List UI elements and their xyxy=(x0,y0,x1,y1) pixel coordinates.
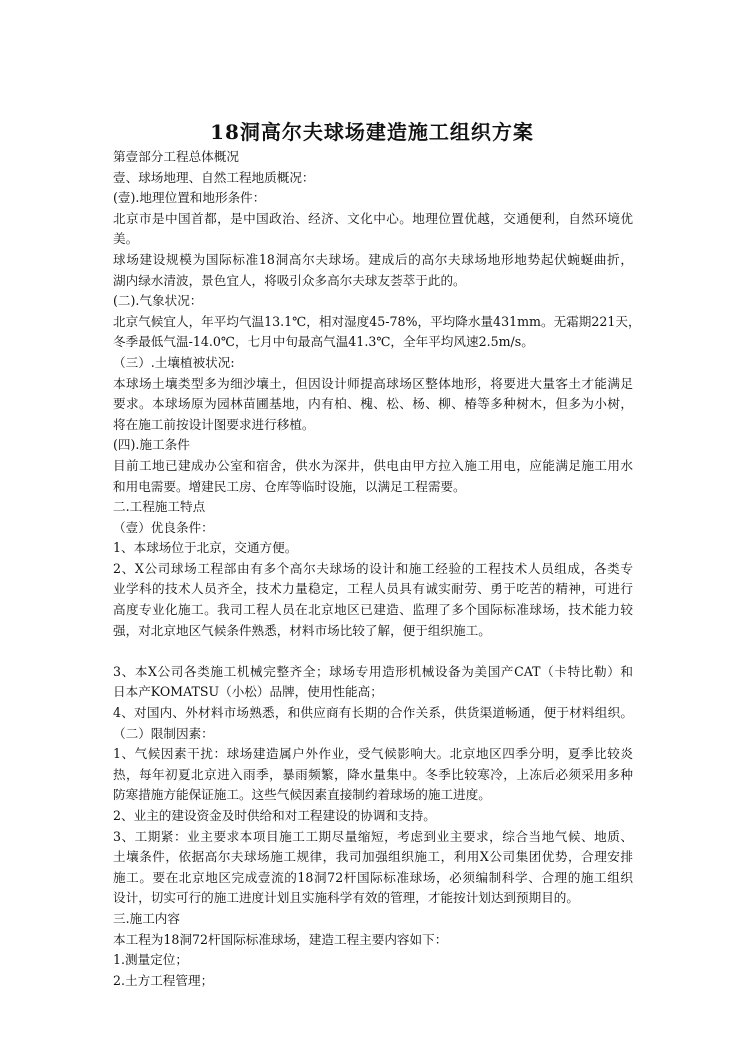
text-line: 北京气候宜人，年平均气温13.1℃，相对湿度45-78%，平均降水量431mm。无霜期221天， xyxy=(113,313,641,329)
text-line: (四).施工条件 xyxy=(113,437,190,453)
text-line: 日本产KOMATSU（小松）品牌，使用性能高； xyxy=(113,684,383,700)
text-line: 湖内绿水清波，景色宜人，将吸引众多高尔夫球友荟萃于此的。 xyxy=(113,272,466,288)
text-line: 2.土方工程管理； xyxy=(113,972,214,988)
text-line: 4、对国内、外材料市场熟悉，和供应商有长期的合作关系，供货渠道畅通，便于材料组织。 xyxy=(113,705,633,721)
text-line: 目前工地已建成办公室和宿舍，供水为深井，供电由甲方拉入施工用电，应能满足施工用水 xyxy=(113,457,633,473)
text-line: 3、本X公司各类施工机械完整齐全；球场专用造形机械设备为美国产CAT（卡特比勒）和 xyxy=(113,663,633,679)
text-line: 冬季最低气温-14.0℃，七月中旬最高气温41.3℃，全年平均风速2.5m/s。 xyxy=(113,334,534,350)
text-line: （二）限制因素： xyxy=(113,725,214,741)
text-line: 高度专业化施工。我司工程人员在北京地区已建造、监理了多个国际标准球场，技术能力较 xyxy=(113,602,633,618)
text-line: (二).气象状况： xyxy=(113,293,203,309)
text-line: 壹、球场地理、自然工程地质概况： xyxy=(113,169,315,185)
document-title: 18洞高尔夫球场建造施工组织方案 xyxy=(210,120,534,144)
text-line: 土壤条件，依据高尔夫球场施工规律，我司加强组织施工，利用X公司集团优势，合理安排 xyxy=(113,849,633,865)
text-line: 防寒措施方能保证施工。这些气候因素直接制约着球场的施工进度。 xyxy=(113,787,491,803)
text-line: 1.测量定位； xyxy=(113,952,188,968)
document-body xyxy=(113,147,641,991)
text-line: 三.施工内容 xyxy=(113,910,180,926)
text-line: 1、本球场位于北京，交通方便。 xyxy=(113,540,298,556)
text-line: 第壹部分工程总体概况 xyxy=(113,149,239,164)
text-line: 本球场土壤类型多为细沙壤土，但因设计师提高球场区整体地形，将要进大量客土才能满足 xyxy=(113,375,633,391)
text-line: 要求。本球场原为园林苗圃基地，内有柏、槐、松、杨、柳、椿等多种树木，但多为小树， xyxy=(113,396,633,412)
text-line: 二.工程施工特点 xyxy=(113,499,206,515)
text-line: 北京市是中国首都，是中国政治、经济、文化中心。地理位置优越，交通便利，自然环境优 xyxy=(113,210,633,226)
text-line: 业学科的技术人员齐全，技术力量稳定，工程人员具有诚实耐劳、勇于吃苦的精神，可进行 xyxy=(113,581,633,597)
text-line: 美。 xyxy=(113,231,139,247)
text-line: 和用电需要。增建民工房、仓库等临时设施，以满足工程需要。 xyxy=(113,478,466,494)
blank-line xyxy=(113,641,633,662)
text-line: 本工程为18洞72杆国际标准球场，建造工程主要内容如下： xyxy=(113,931,448,947)
text-line: （壹）优良条件： xyxy=(113,519,214,535)
text-line: 强，对北京地区气候条件熟悉，材料市场比较了解，便于组织施工。 xyxy=(113,622,491,638)
text-line: (壹).地理位置和地形条件： xyxy=(113,190,266,206)
text-line: 1、气候因素干扰：球场建造属户外作业，受气候影响大。北京地区四季分明，夏季比较炎 xyxy=(113,746,633,762)
text-line: （三）.土壤植被状况: xyxy=(113,354,235,370)
text-line: 热，每年初夏北京进入雨季，暴雨频繁，降水量集中。冬季比较寒冷，上冻后必须采用多种 xyxy=(113,766,633,782)
text-line: 施工。要在北京地区完成壹流的18洞72杆国际标准球场，必须编制科学、合理的施工组织 xyxy=(113,869,633,885)
text-line: 2、X公司球场工程部由有多个高尔夫球场的设计和施工经验的工程技术人员组成，各类专 xyxy=(113,560,633,576)
text-line: 2、业主的建设资金及时供给和对工程建设的协调和支持。 xyxy=(113,808,436,823)
text-line: 3、工期紧：业主要求本项目施工工期尽量缩短，考虑到业主要求，综合当地气候、地质、 xyxy=(113,828,633,844)
text-line: 设计，切实可行的施工进度计划且实施科学有效的管理，才能按计划达到预期目的。 xyxy=(113,890,579,906)
text-line: 将在施工前按设计图要求进行移植。 xyxy=(113,416,315,432)
text-line: 球场建设规模为国际标准18洞高尔夫球场。建成后的高尔夫球场地形地势起伏蜿蜒曲折， xyxy=(113,251,633,267)
